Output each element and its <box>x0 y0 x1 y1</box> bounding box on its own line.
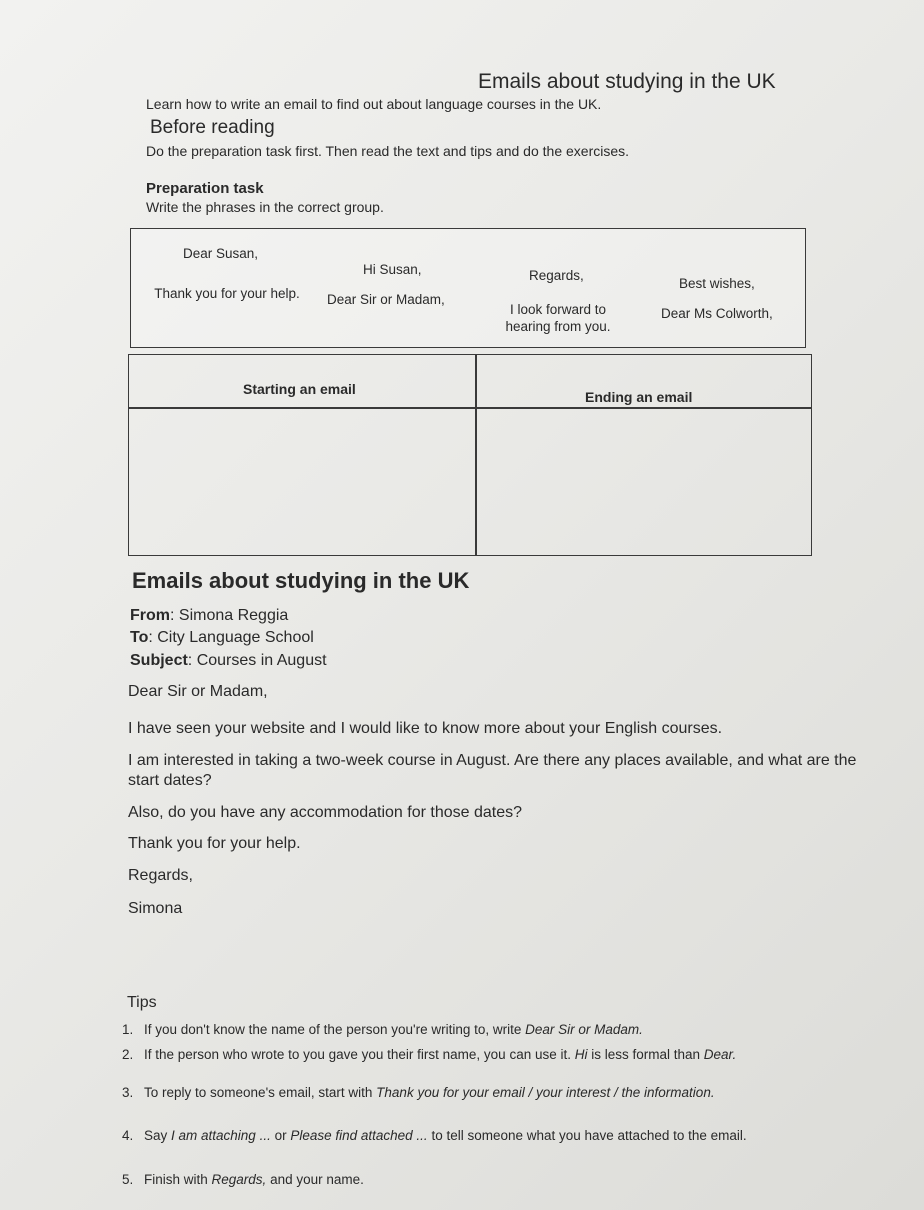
tip-number: 2. <box>122 1047 134 1062</box>
tip-text: to tell someone what you have attached to the email. <box>427 1128 747 1143</box>
tip-number: 3. <box>122 1085 134 1100</box>
column-header-ending: Ending an email <box>585 389 693 405</box>
preparation-heading: Preparation task <box>146 180 264 197</box>
tip-emphasis: Dear Sir or Madam. <box>525 1022 643 1037</box>
to-label: To <box>130 629 149 646</box>
tip-text: or <box>270 1128 291 1143</box>
tip-text: To reply to someone's email, start with <box>144 1085 377 1100</box>
tip-item <box>122 1084 762 1101</box>
email-closing: Regards, <box>128 867 193 884</box>
starting-answer-cell[interactable] <box>129 409 475 555</box>
tip-item <box>122 1046 762 1063</box>
email-greeting: Dear Sir or Madam, <box>128 683 268 700</box>
email-subject <box>130 652 327 670</box>
email-section-title: Emails about studying in the UK <box>132 568 470 593</box>
email-from <box>130 607 288 625</box>
email-to <box>130 629 314 647</box>
tip-text: is less formal than <box>587 1047 704 1062</box>
tip-text: If you don't know the name of the person you're writing to, write <box>144 1022 526 1037</box>
phrase-item: Thank you for your help. <box>154 286 300 301</box>
tip-text: Say <box>144 1128 172 1143</box>
tip-text: If the person who wrote to you gave you their first name, you can use it. <box>144 1047 575 1062</box>
phrase-item: Regards, <box>529 268 584 283</box>
tip-emphasis: Regards, <box>211 1172 267 1187</box>
tip-emphasis: Please find attached ... <box>290 1128 428 1143</box>
group-table <box>128 354 812 556</box>
tip-emphasis: I am attaching ... <box>171 1128 271 1143</box>
intro-text: Learn how to write an email to find out about language courses in the UK. <box>146 96 602 112</box>
preparation-instruction: Write the phrases in the correct group. <box>146 199 384 215</box>
before-reading-instruction: Do the preparation task first. Then read the text and tips and do the exercises. <box>146 143 630 159</box>
tip-text: and your name. <box>266 1172 364 1187</box>
phrase-item: Dear Sir or Madam, <box>327 292 445 307</box>
tip-emphasis: Dear. <box>703 1047 737 1062</box>
tip-item <box>122 1171 762 1188</box>
tip-number: 4. <box>122 1128 134 1143</box>
email-paragraph: Thank you for your help. <box>128 835 301 852</box>
before-reading-heading: Before reading <box>150 117 275 138</box>
email-paragraph: Also, do you have any accommodation for those dates? <box>128 804 523 821</box>
subject-label: Subject <box>130 652 188 669</box>
column-header-starting: Starting an email <box>243 381 356 397</box>
email-paragraph: I am interested in taking a two-week course in August. Are there any places available, and what are the start dates? <box>128 752 857 789</box>
tip-text: Finish with <box>144 1172 212 1187</box>
phrase-item: Dear Ms Colworth, <box>661 306 773 321</box>
tip-number: 1. <box>122 1022 134 1037</box>
email-signature: Simona <box>128 900 183 917</box>
ending-answer-cell[interactable] <box>477 409 811 555</box>
tip-emphasis: Thank you for your email / your interest / the information. <box>376 1085 715 1100</box>
phrase-box <box>130 228 806 348</box>
from-label: From <box>130 607 170 624</box>
phrase-item: Best wishes, <box>679 276 755 291</box>
tip-item <box>122 1021 762 1038</box>
phrase-item: Hi Susan, <box>363 262 422 277</box>
email-paragraph: I have seen your website and I would like to know more about your English courses. <box>128 720 723 737</box>
phrase-item: Dear Susan, <box>183 246 259 261</box>
tip-item <box>122 1127 762 1144</box>
tip-emphasis: Hi <box>574 1047 588 1062</box>
phrase-item: I look forward to hearing from you. <box>505 302 611 334</box>
to-value: : City Language School <box>148 629 314 646</box>
tips-heading: Tips <box>127 994 157 1011</box>
subject-value: : Courses in August <box>187 652 327 669</box>
tip-number: 5. <box>122 1172 134 1187</box>
from-value: : Simona Reggia <box>170 607 289 624</box>
page-title: Emails about studying in the UK <box>478 70 776 93</box>
